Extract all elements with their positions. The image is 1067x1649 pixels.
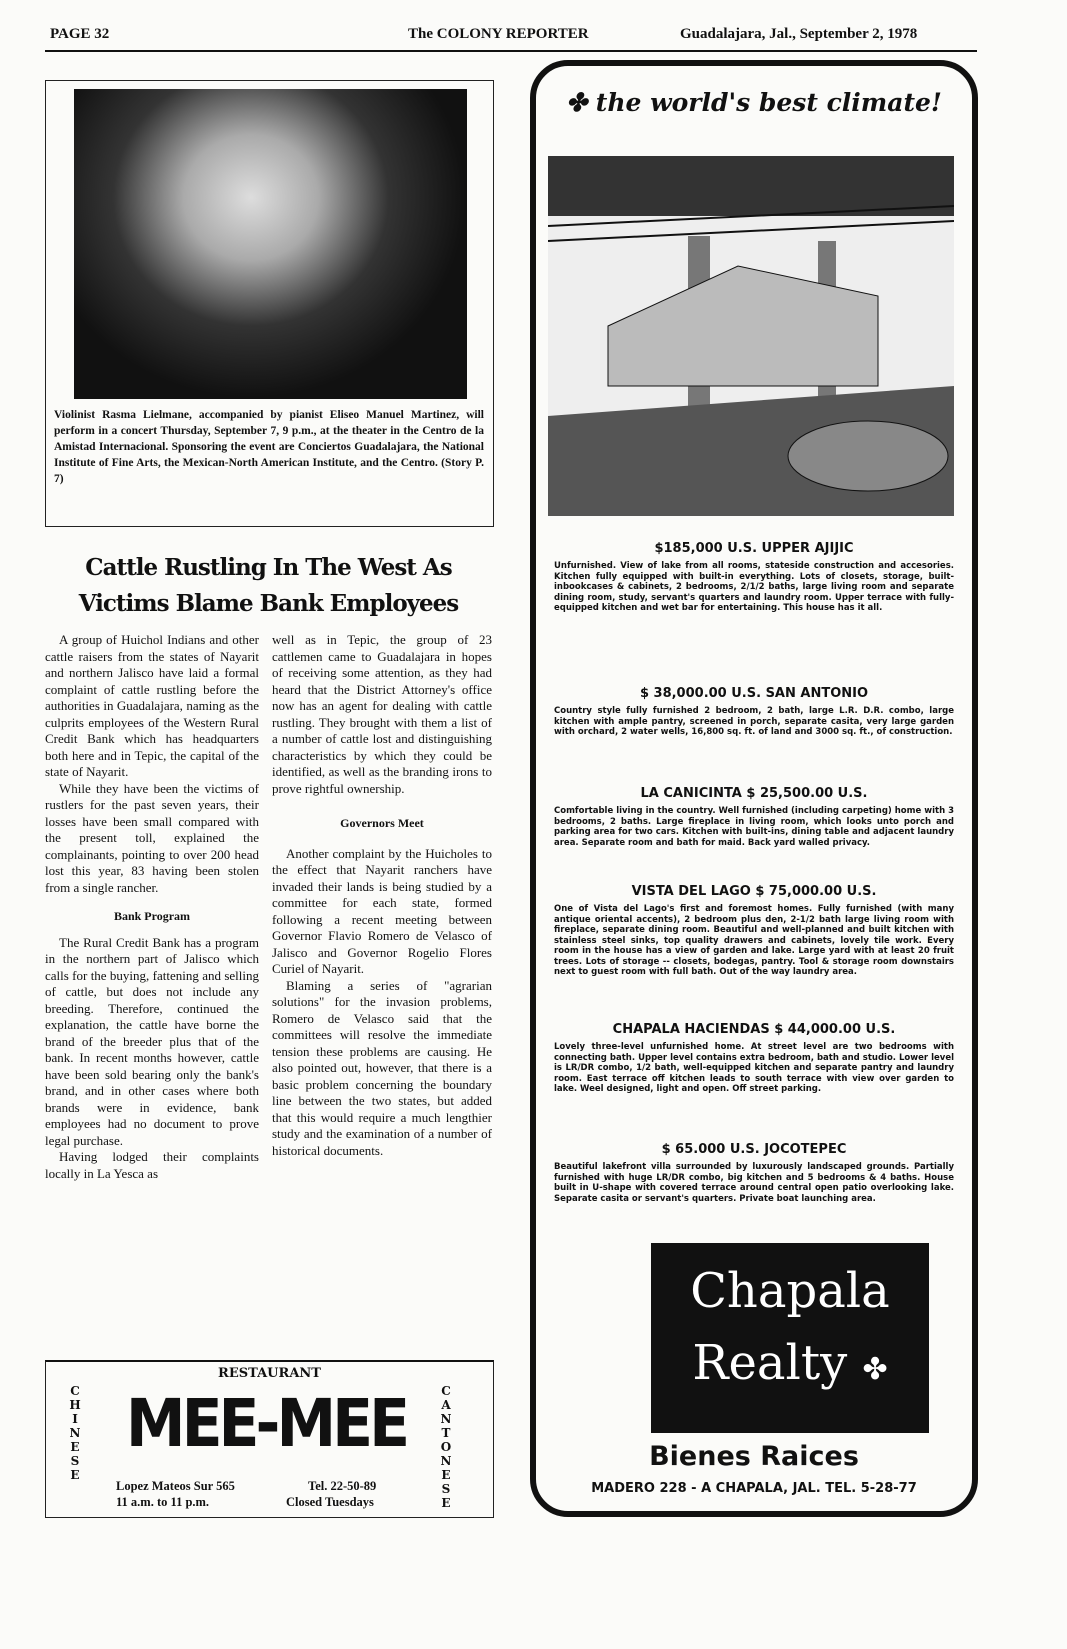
photo-box [45,80,494,527]
listing-text: Unfurnished. View of lake from all rooms, stateside construction and accesories. Kitchen fully equipped with built-in everything. Lots of closets, storage, built-inbookcases & cabinets, 2 bedrooms, 2/1/2 baths, large living room and separate dining room, study, servant's quarters and laundry room. Upper terrace with fully-equipped kitchen and wet bar for entertaining. This house has it all. [554,561,954,613]
logo-line-2 [651,1327,929,1406]
chinese-vertical: CHINESE [69,1384,81,1482]
restaurant-address: Lopez Mateos Sur 565 [116,1479,235,1493]
paragraph: A group of Huichol Indians and other cattle raisers from the states of Nayarit and northern Jalisco have laid a formal complaint of cattle rustling before the authorities in Guadalajara, naming as the culprits employees of the Western Rural Credit Bank which has headquarters both here and in Tepic, the capital of the state of Nayarit. [45,632,259,779]
listing-text: Lovely three-level unfurnished home. At street level are two bedrooms with connecting bath. Upper level contains extra bedroom, bath and studio. Lower level is LR/DR combo, 1/2 bath, well-equipped kitchen and separate pantry and laundry room. East terrace off kitchen leads to south terrace with view over garden to lake. Weel designed, light and open. Off street parking. [554,1042,954,1094]
restaurant-phone: Tel. 22-50-89 [308,1479,377,1493]
ad-headline-text: the world's best climate! [595,88,942,117]
dateline: Guadalajara, Jal., September 2, 1978 [680,26,918,42]
listing [554,541,954,614]
listing-title: $185,000 U.S. UPPER AJIJIC [654,541,854,556]
logo-line-1: Chapala [690,1263,890,1319]
listing-title: CHAPALA HACIENDAS $ 44,000.00 U.S. [612,1022,896,1037]
photo-caption: Violinist Rasma Lielmane, accompanied by pianist Eliseo Manuel Martinez, will perform in a concert Thursday, September 7, 9 p.m., at the theater in the Centro de la Amistad Internacional. Sponsoring the event are Conciertos Guadalajara, the National Institute of Fine Arts, the Mexican-North American Institute, and the Centro. (Story P. 7) [54,409,484,485]
paragraph: well as in Tepic, the group of 23 cattlemen came to Guadalajara in hopes of receiving some attention, as they had heard that the District Attorney's office now has an agent for dealing with cattle rustling. They brought with them a list of a number of cattle lost and distinguishing characteristics by which they could be identified, as well as the branding irons to prove rightful ownership. [272,632,492,796]
restaurant-hours: 11 a.m. to 11 p.m. [116,1495,210,1509]
listing-title: $ 65.000 U.S. JOCOTEPEC [661,1142,847,1157]
listing-title: $ 38,000.00 U.S. SAN ANTONIO [639,686,869,701]
paragraph: Another complaint by the Huicholes to the effect that Nayarit ranchers have invaded their lands is being studied by a committee for each state, formed following a recent meeting between Governor Flavio Romero de Velasco of Jalisco and Governor Rogelio Flores Curiel of Nayarit. [272,845,492,976]
logo-line-2-text: Realty [692,1335,848,1391]
restaurant-closed: Closed Tuesdays [286,1495,374,1509]
listing [554,884,954,978]
chapala-realty-logo [651,1243,929,1433]
listing [554,786,954,848]
paragraph: Blaming a series of "agrarian solutions" for the invasion problems, Romero de Velasco said that the committees will resolve the immediate tension these problems are causing. He also pointed out, however, that there is a basic problem concerning the boundary line between the two states, but added that this would require a much lengthier study and the examination of a number of historical documents. [272,977,492,1158]
listing-text: Country style fully furnished 2 bedroom, 2 bath, large L.R. D.R. combo, large kitchen with ample pantry, screened in porch, separate casita, very large garden with orchard, 2 water wells, 16,800 sq. ft. of land and 3000 sq. ft., of construction. [554,706,954,737]
article-column-1 [45,632,259,1182]
listing [554,1022,954,1095]
page-number: PAGE 32 [50,26,110,42]
listing-text: Comfortable living in the country. Well furnished (including carpeting) home with 3 bedrooms, 2 baths. Large fireplace in living room, which looks unto porch and parking area for two cars. Kitchen with built-ins, dining table and adjacent laundry area. Separate room and bath for maid. Back yard walled privacy. [554,806,954,848]
realty-ad [530,60,978,1517]
paper-name: The COLONY REPORTER [408,26,589,42]
listing-text: Beautiful lakefront villa surrounded by luxurously landscaped grounds. Partially furnished with huge LR/DR combo, big kitchen and 5 bedrooms & 4 baths. House built in U-shape with covered terrace around central open patio overlooking lake. Separate casita or servant's quarters. Private boat launching area. [554,1162,954,1204]
subhead: Governors Meet [340,816,424,830]
listing [554,1142,954,1204]
paragraph: The Rural Credit Bank has a program in the northern part of Jalisco which calls for the buying, fattening and selling of cattle, but does not include any breeding. Therefore, continued the explanation, the cattle have borne the brand of the breeder plus that of the bank. In recent months however, cattle have been sold bearing only the bank's brand, and in other cases where both brands were in evidence, bank employees had no document to prove legal purchase. [45,934,259,1148]
subhead: Bank Program [113,909,191,923]
listing-title: LA CANICINTA $ 25,500.00 U.S. [640,786,868,801]
header-rule [45,50,977,52]
paragraph: While they have been the victims of rustlers for the past seven years, their losses have been small compared with the present toll, explained the complainants, pointing to over 200 head lost this year, 83 having been stolen from a single rancher. [45,780,259,895]
paragraph: Having lodged their complaints locally in La Yesca as [45,1149,259,1181]
clover-icon: ✤ [566,88,596,117]
tagline: Bienes Raices [649,1441,859,1472]
article-headline: Cattle Rustling In The West As Victims Blame Bank Employees [78,554,459,617]
restaurant-logo: MEE-MEE [125,1385,407,1463]
restaurant-label: RESTAURANT [218,1366,321,1381]
violinist-photo [74,89,467,399]
listing-title: VISTA DEL LAGO $ 75,000.00 U.S. [631,884,877,899]
listing-text: One of Vista del Lago's first and foremost homes. Fully furnished (with many antique oriental accents), 2 bedroom plus den, 2-1/2 bath large living room with fireplace, separate dining room. Beautiful and well-planned and built kitchen with stainless steel sinks, top quality drawers and cabinets, lovely tile work. Every room in the house has a view of garden and lake. Large yard with at least 20 fruit trees. Lots of storage -- closets, bodegas, pantry. Tool & storage room downstairs next to guest room with full bath. Out of the way laundry area. [554,904,954,977]
cantonese-vertical: CANTONESE [440,1384,452,1510]
ad-headline [536,88,972,117]
article-column-2 [272,632,492,1159]
terrace-sketch [548,156,954,516]
listing [554,686,954,738]
realty-address: MADERO 228 - A CHAPALA, JAL. TEL. 5-28-77 [591,1481,917,1496]
clover-icon: ✤ [862,1352,888,1387]
restaurant-ad [45,1360,494,1518]
